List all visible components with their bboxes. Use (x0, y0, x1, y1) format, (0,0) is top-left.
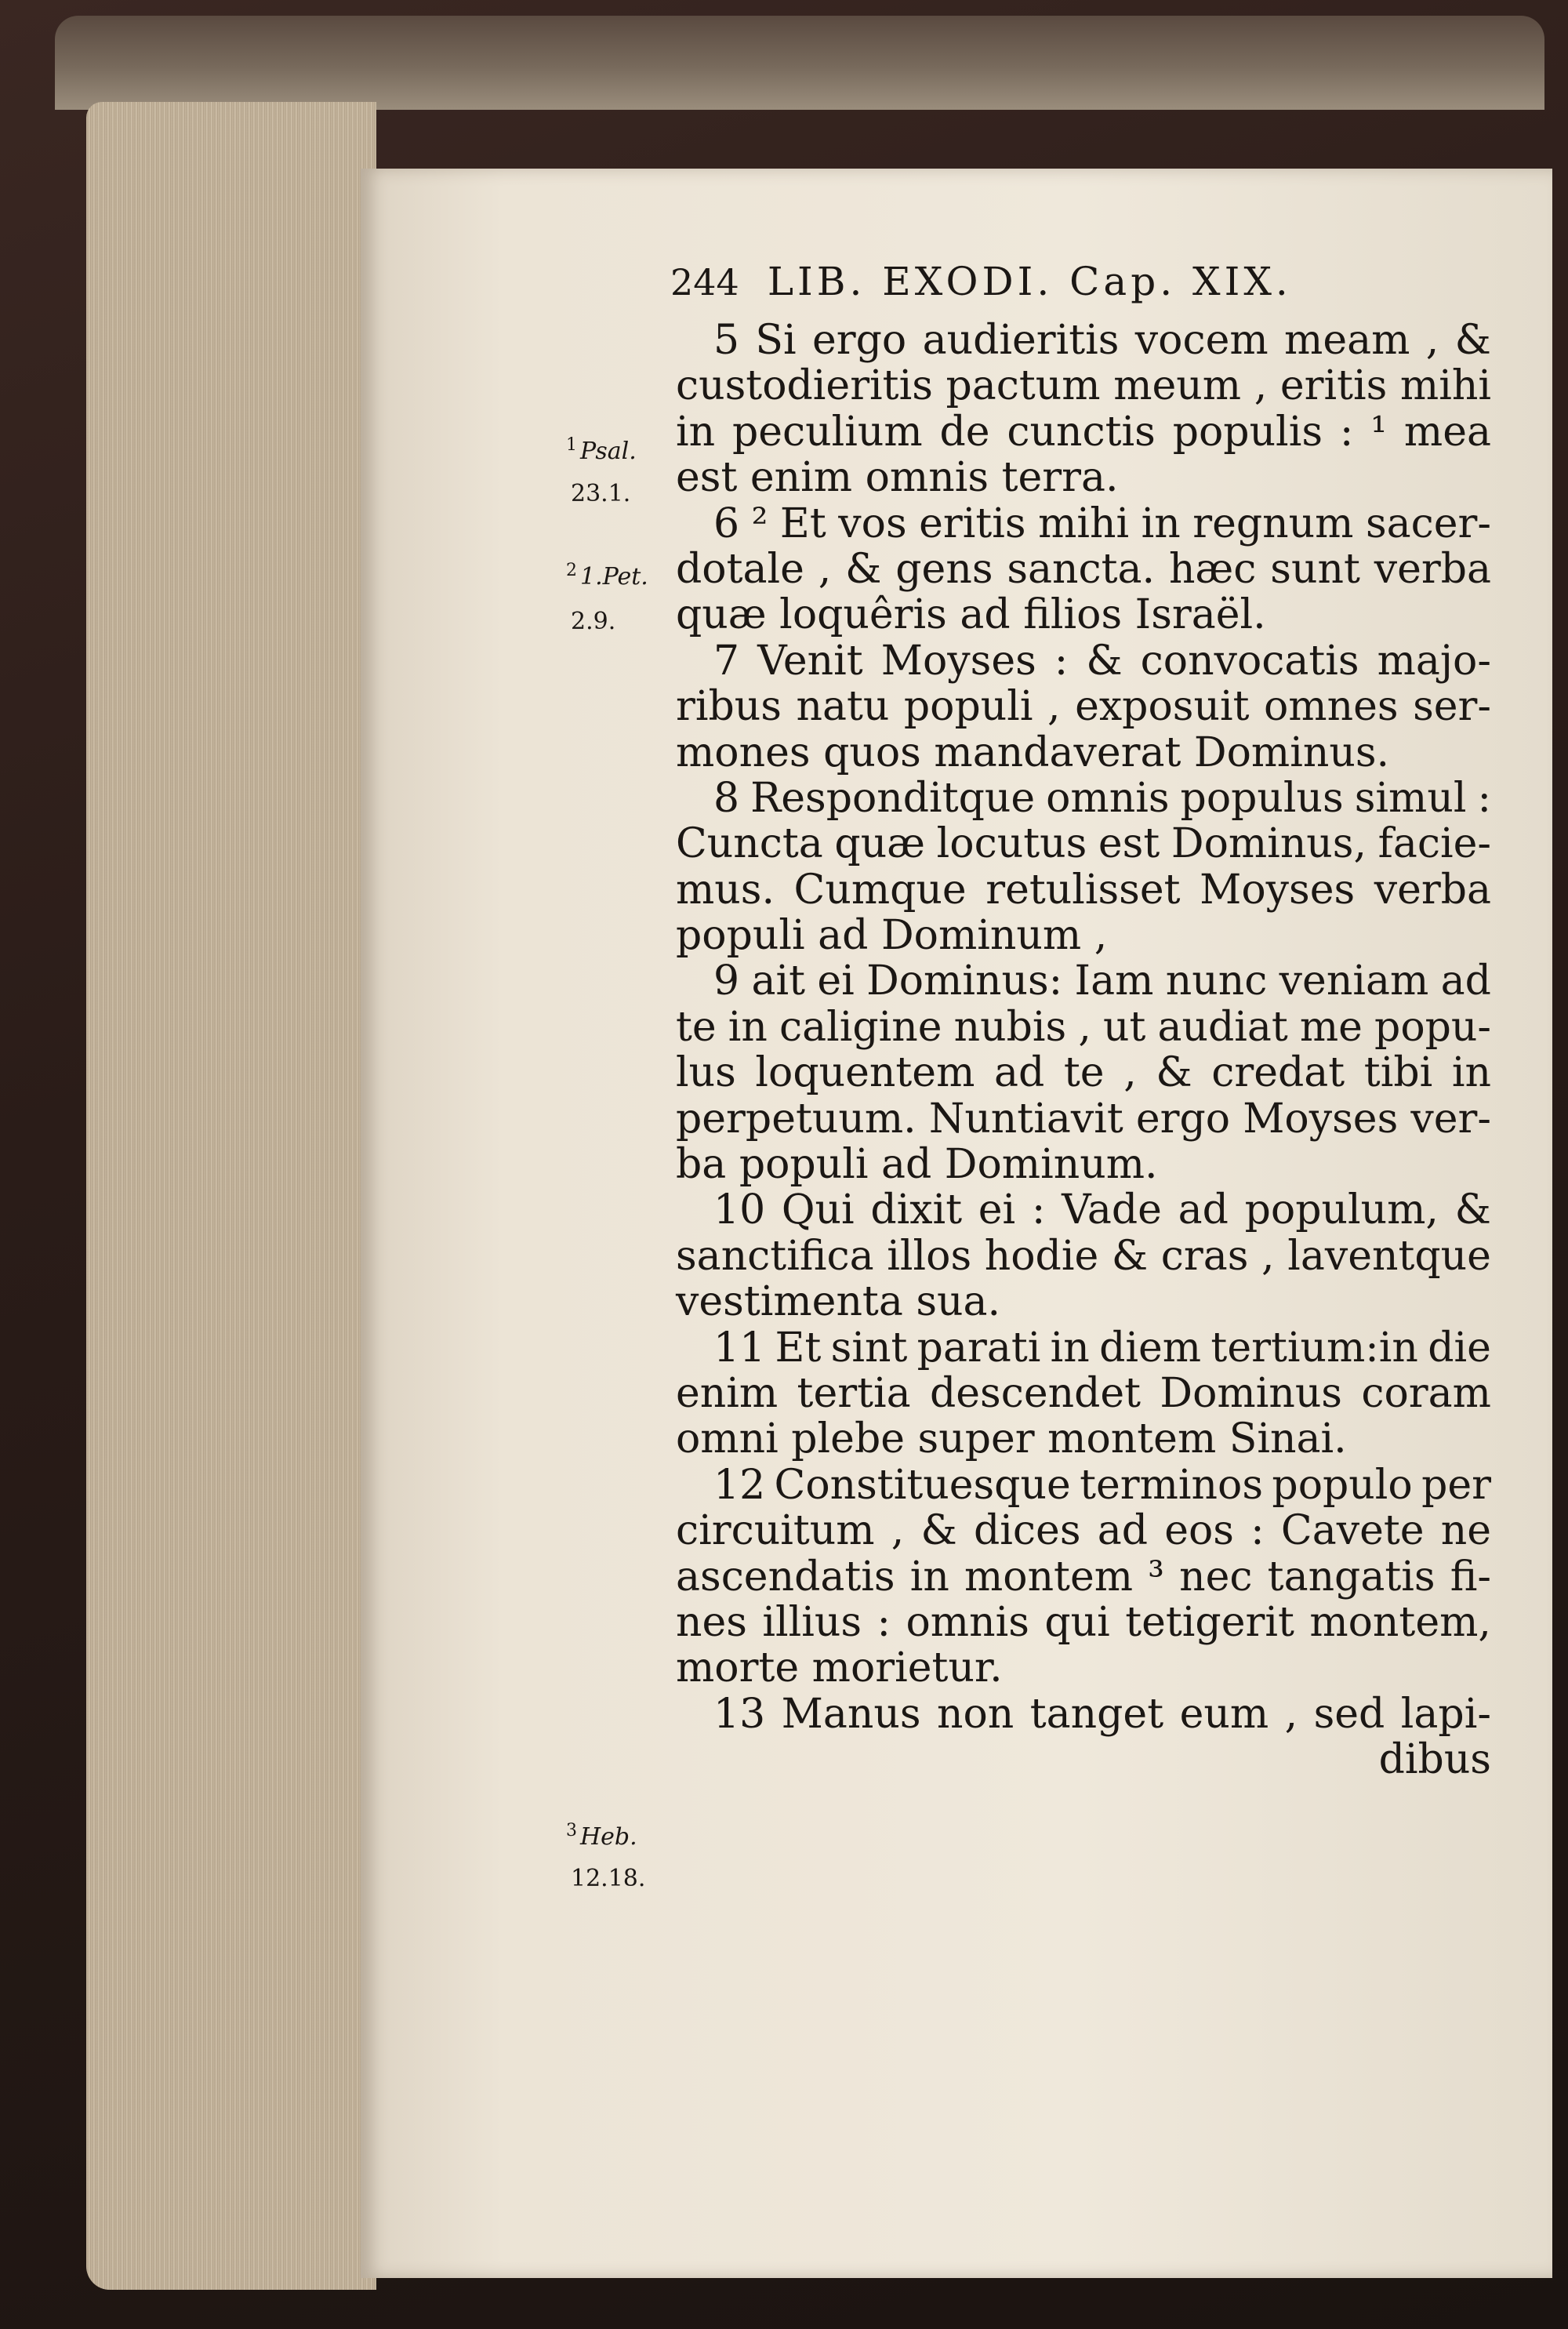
word: verba (1374, 866, 1491, 914)
word: majo- (1377, 637, 1491, 685)
word: tertia (797, 1369, 911, 1417)
word: nunc (1165, 957, 1268, 1005)
word: 9 (713, 957, 740, 1005)
word: ad (1097, 1507, 1148, 1555)
word: ergo (812, 317, 907, 364)
word: natu (796, 683, 890, 731)
word: , (891, 1507, 905, 1555)
word: Si (755, 317, 797, 364)
word: in (1451, 1049, 1491, 1097)
word: perpetuum. (676, 1095, 916, 1143)
word: populi (903, 683, 1033, 731)
word: cras (1160, 1232, 1249, 1280)
text-line (676, 1600, 1491, 1645)
word: : (1250, 1507, 1265, 1555)
word: ¹ (1370, 408, 1388, 456)
word: 7 (713, 637, 740, 685)
word: dices (974, 1507, 1081, 1555)
word: sed (1313, 1690, 1385, 1738)
text-line (676, 1462, 1491, 1508)
word: tetigerit (1125, 1598, 1294, 1646)
word: exposuit (1075, 683, 1250, 731)
word: Responditque (750, 774, 1036, 822)
word: terminos (1080, 1461, 1264, 1509)
word: cunctis (1007, 408, 1156, 456)
text-line (676, 547, 1491, 592)
word: : (1054, 637, 1069, 685)
word: Moyses (1200, 866, 1356, 914)
word: : (1339, 408, 1354, 456)
word: Et (775, 1324, 822, 1372)
word: locutus (936, 820, 1087, 868)
word: omnis (1046, 774, 1170, 822)
word: ad (994, 1049, 1045, 1097)
text-line (676, 409, 1491, 455)
word: populis (1172, 408, 1323, 456)
word: & (1454, 317, 1491, 364)
word: & (1454, 1186, 1491, 1234)
text-line (676, 638, 1491, 684)
word: sancta. (1007, 545, 1156, 593)
word: populum, (1244, 1186, 1439, 1234)
word: illius (762, 1598, 862, 1646)
margin-note-peter-loc: 2.9. (571, 608, 616, 635)
word: Constituesque (774, 1461, 1071, 1509)
word: verba (1374, 545, 1491, 593)
text-line (676, 1187, 1491, 1233)
word: lapi- (1400, 1690, 1491, 1738)
text-line (676, 821, 1491, 867)
word: facie- (1377, 820, 1491, 868)
word: te (1063, 1049, 1105, 1097)
margin-note-ref: Psal. (580, 438, 637, 465)
text-line (676, 958, 1491, 1004)
page-edges (86, 102, 376, 2290)
word: Moyses (880, 637, 1036, 685)
word: Cavete (1280, 1507, 1425, 1555)
word: Vade (1062, 1186, 1162, 1234)
word: non (937, 1690, 1014, 1738)
text-line: morte morietur. (676, 1644, 1003, 1692)
word: Et (779, 500, 826, 547)
word: simul (1354, 774, 1467, 822)
word: ³ (1148, 1553, 1165, 1601)
word: mihi (1038, 500, 1130, 547)
word: dotale (676, 545, 804, 593)
word: per (1421, 1461, 1491, 1509)
word: : (1477, 774, 1491, 822)
text-line (676, 776, 1491, 821)
word: in (728, 1003, 768, 1051)
word: , (1047, 683, 1061, 731)
text-line (676, 1005, 1491, 1050)
word: ei (817, 957, 855, 1005)
word: credat (1211, 1049, 1345, 1097)
word: omnis (906, 1598, 1029, 1646)
word: caligine (779, 1003, 942, 1051)
word: qui (1044, 1598, 1110, 1646)
text-line (676, 1554, 1491, 1600)
word: tertium:in (1210, 1324, 1418, 1372)
word: mihi (1399, 362, 1491, 410)
word: sint (830, 1324, 908, 1372)
text-line: populi ad Dominum , (676, 912, 1108, 960)
word: Moyses (1243, 1095, 1399, 1143)
word: Dominus: (866, 957, 1063, 1005)
word: nec (1179, 1553, 1253, 1601)
margin-note-hebrews-loc: 12.18. (571, 1865, 646, 1892)
word: Nuntiavit (928, 1095, 1123, 1143)
text-line: quæ loquêris ad filios Israël. (676, 591, 1266, 639)
text-line: vestimenta sua. (676, 1278, 1001, 1326)
text-line (676, 1096, 1491, 1142)
word: fi- (1450, 1553, 1491, 1601)
word: montem (964, 1553, 1134, 1601)
word: eos (1164, 1507, 1234, 1555)
word: 5 (713, 317, 740, 364)
word: ne (1440, 1507, 1491, 1555)
word: veniam (1279, 957, 1429, 1005)
word: 6 (713, 500, 740, 547)
scripture-text (676, 318, 1491, 1783)
word: Dominus, (1171, 820, 1367, 868)
word: , (1261, 1232, 1275, 1280)
text-line (676, 684, 1491, 729)
word: laventque (1287, 1232, 1491, 1280)
word: retulisset (985, 866, 1181, 914)
word: nubis (953, 1003, 1067, 1051)
word: ei (978, 1186, 1016, 1234)
word: 10 (713, 1186, 766, 1234)
word: ut (1102, 1003, 1146, 1051)
word: in (676, 408, 716, 456)
word: coram (1361, 1369, 1491, 1417)
word: in (1141, 500, 1181, 547)
word: ait (751, 957, 805, 1005)
text-line: mones quos mandaverat Dominus. (676, 728, 1390, 776)
word: regnum (1192, 500, 1354, 547)
word: peculium (731, 408, 923, 456)
word: ascendatis (676, 1553, 895, 1601)
word: , (1254, 362, 1268, 410)
word: Manus (781, 1690, 921, 1738)
word: & (1111, 1232, 1149, 1280)
word: ergo (1135, 1095, 1231, 1143)
word: ser- (1413, 683, 1491, 731)
text-line (676, 867, 1491, 913)
word: , (1284, 1690, 1298, 1738)
word: de (939, 408, 990, 456)
word: tangatis (1267, 1553, 1436, 1601)
text-line: ba populi ad Dominum. (676, 1141, 1158, 1189)
word: est (1098, 820, 1160, 868)
word: sacer- (1365, 500, 1491, 547)
text-line (676, 318, 1491, 363)
word: dixit (870, 1186, 963, 1234)
word: & (1156, 1049, 1192, 1097)
word: gens (895, 545, 993, 593)
text-line (676, 1234, 1491, 1279)
chapter-title: LIB. EXODI. Cap. XIX. (767, 259, 1292, 304)
text-line (676, 1691, 1491, 1737)
page-number: 244 (670, 261, 739, 303)
word: , (818, 545, 832, 593)
word: , (1425, 317, 1439, 364)
margin-note-ref: Heb. (580, 1823, 637, 1851)
book-top-edge (55, 16, 1544, 110)
word: die (1428, 1324, 1491, 1372)
word: tanget (1029, 1690, 1164, 1738)
word: lus (676, 1049, 736, 1097)
word: 13 (713, 1690, 766, 1738)
word: pactum (946, 362, 1101, 410)
word: eum (1179, 1690, 1269, 1738)
word: quæ (834, 820, 926, 868)
word: custodieritis (676, 362, 933, 410)
margin-note-mark: 1 (566, 435, 577, 455)
text-line (676, 1508, 1491, 1553)
word: , (1123, 1049, 1137, 1097)
word: montem, (1309, 1598, 1491, 1646)
word: loquentem (755, 1049, 975, 1097)
word: nes (676, 1598, 747, 1646)
word: & (1086, 637, 1123, 685)
word: vos (838, 500, 907, 547)
word: ² (751, 500, 768, 547)
word: ad (1440, 957, 1491, 1005)
margin-note-psalm (566, 435, 637, 465)
text-line (676, 363, 1491, 409)
word: Dominus (1160, 1369, 1342, 1417)
word: omnes (1264, 683, 1399, 731)
word: descendet (929, 1369, 1142, 1417)
word: Cumque (793, 866, 967, 914)
word: populo (1272, 1461, 1413, 1509)
word: meam (1284, 317, 1410, 364)
word: sanctifica (676, 1232, 874, 1280)
word: : (877, 1598, 891, 1646)
margin-note-peter (566, 561, 648, 590)
word: mus. (676, 866, 775, 914)
word: vocem (1134, 317, 1269, 364)
word: meum (1113, 362, 1242, 410)
word: illos (887, 1232, 972, 1280)
word: diem (1099, 1324, 1202, 1372)
margin-note-hebrews (566, 1821, 637, 1851)
word: circuitum (676, 1507, 875, 1555)
word: te (676, 1003, 717, 1051)
word: Cuncta (676, 820, 823, 868)
word: Qui (781, 1186, 855, 1234)
word: convocatis (1140, 637, 1359, 685)
word: ver- (1410, 1095, 1491, 1143)
word: Venit (757, 637, 863, 685)
text-line: omni plebe super montem Sinai. (676, 1415, 1347, 1463)
word: audieritis (922, 317, 1120, 364)
word: 8 (713, 774, 740, 822)
word: & (845, 545, 882, 593)
word: Iam (1074, 957, 1154, 1005)
word: in (909, 1553, 949, 1601)
text-line: est enim omnis terra. (676, 454, 1119, 502)
margin-note-mark: 3 (566, 1821, 577, 1840)
margin-note-psalm-loc: 23.1. (571, 480, 631, 507)
text-line (676, 1050, 1491, 1095)
word: sunt (1270, 545, 1360, 593)
word: & (920, 1507, 957, 1555)
text-line (676, 1371, 1491, 1416)
word: tibi (1363, 1049, 1433, 1097)
word: audiat (1157, 1003, 1288, 1051)
word: popu- (1374, 1003, 1491, 1051)
word: me (1299, 1003, 1363, 1051)
word: hodie (984, 1232, 1099, 1280)
word: 11 (713, 1324, 766, 1372)
word: populus (1180, 774, 1344, 822)
word: 12 (713, 1461, 766, 1509)
running-header (670, 259, 1517, 322)
word: parati (916, 1324, 1041, 1372)
word: enim (676, 1369, 779, 1417)
text-line (676, 501, 1491, 547)
word: ribus (676, 683, 782, 731)
word: mea (1403, 408, 1491, 456)
word: in (1050, 1324, 1090, 1372)
margin-note-mark: 2 (566, 561, 577, 580)
word: eritis (919, 500, 1026, 547)
word: : (1031, 1186, 1046, 1234)
word: hæc (1168, 545, 1257, 593)
text-line (676, 1325, 1491, 1371)
margin-note-ref: 1.Pet. (580, 563, 648, 590)
word: , (1078, 1003, 1091, 1051)
word: ad (1178, 1186, 1229, 1234)
catchword: dibus (1378, 1736, 1491, 1784)
word: eritis (1279, 362, 1388, 410)
